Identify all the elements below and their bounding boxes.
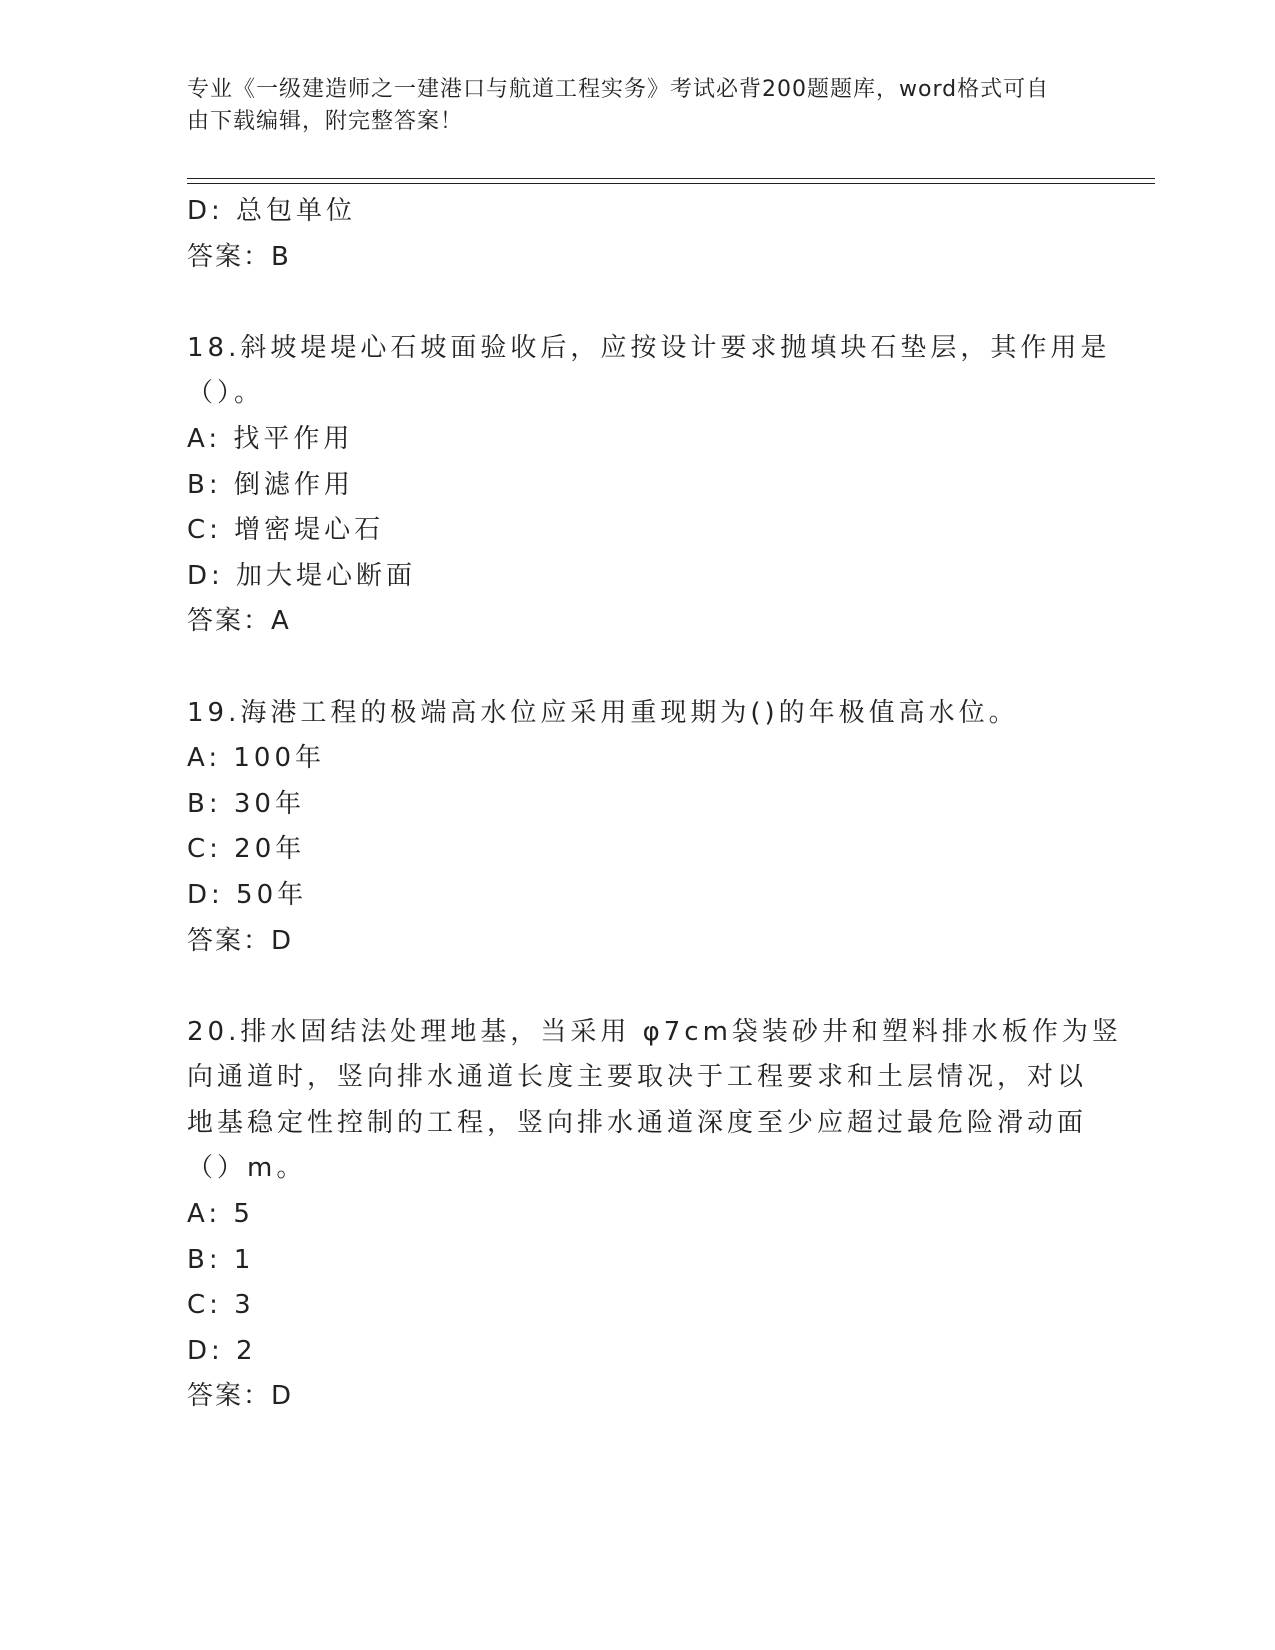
q18-stem-line: 18.斜坡堤堤心石坡面验收后，应按设计要求抛填块石垫层，其作用是 <box>187 332 1111 363</box>
q20-stem-line: 地基稳定性控制的工程，竖向排水通道深度至少应超过最危险滑动面 <box>187 1107 1088 1138</box>
q18-option-b: B: 倒滤作用 <box>187 469 354 500</box>
q20-stem-line: 向通道时，竖向排水通道长度主要取决于工程要求和土层情况，对以 <box>187 1062 1088 1093</box>
q19-option-b: B: 30年 <box>187 788 305 819</box>
q20-stem-line: （）m。 <box>187 1153 307 1184</box>
q20-option-c: C: 3 <box>187 1290 255 1321</box>
q20-option-b: B: 1 <box>187 1244 255 1275</box>
header-divider-bottom <box>187 183 1155 184</box>
q18-option-a: A: 找平作用 <box>187 423 354 454</box>
q19-answer: 答案：D <box>187 925 294 956</box>
q17-option-d: D: 总包单位 <box>187 196 357 226</box>
q19-stem-line: 19.海港工程的极端高水位应采用重现期为()的年极值高水位。 <box>187 697 1019 728</box>
q19-option-d: D: 50年 <box>187 879 308 910</box>
q18-stem-line: （）。 <box>187 378 265 409</box>
q19-option-c: C: 20年 <box>187 834 306 865</box>
q20-stem-line: 20.排水固结法处理地基，当采用 φ7cm袋装砂井和塑料排水板作为竖 <box>187 1016 1122 1047</box>
q19-stem <box>187 691 1077 737</box>
q20-stem <box>187 1010 1122 1192</box>
q18-option-c: C: 增密堤心石 <box>187 515 385 546</box>
q18-stem <box>187 326 1111 417</box>
q20-option-d: D: 2 <box>187 1335 257 1366</box>
document-header: 专业《一级建造师之一建港口与航道工程实务》考试必背200题题库，word格式可自由下载编辑，附完整答案！ <box>187 77 1050 134</box>
q19-option-a: A: 100年 <box>187 743 325 774</box>
q18-answer: 答案：A <box>187 606 291 637</box>
question-content <box>187 189 1122 1420</box>
q18-option-d: D: 加大堤心断面 <box>187 560 417 591</box>
q20-answer: 答案：D <box>187 1381 294 1412</box>
header-divider-top <box>187 178 1155 179</box>
q17-answer: 答案：B <box>187 241 291 272</box>
q20-option-a: A: 5 <box>187 1199 254 1230</box>
